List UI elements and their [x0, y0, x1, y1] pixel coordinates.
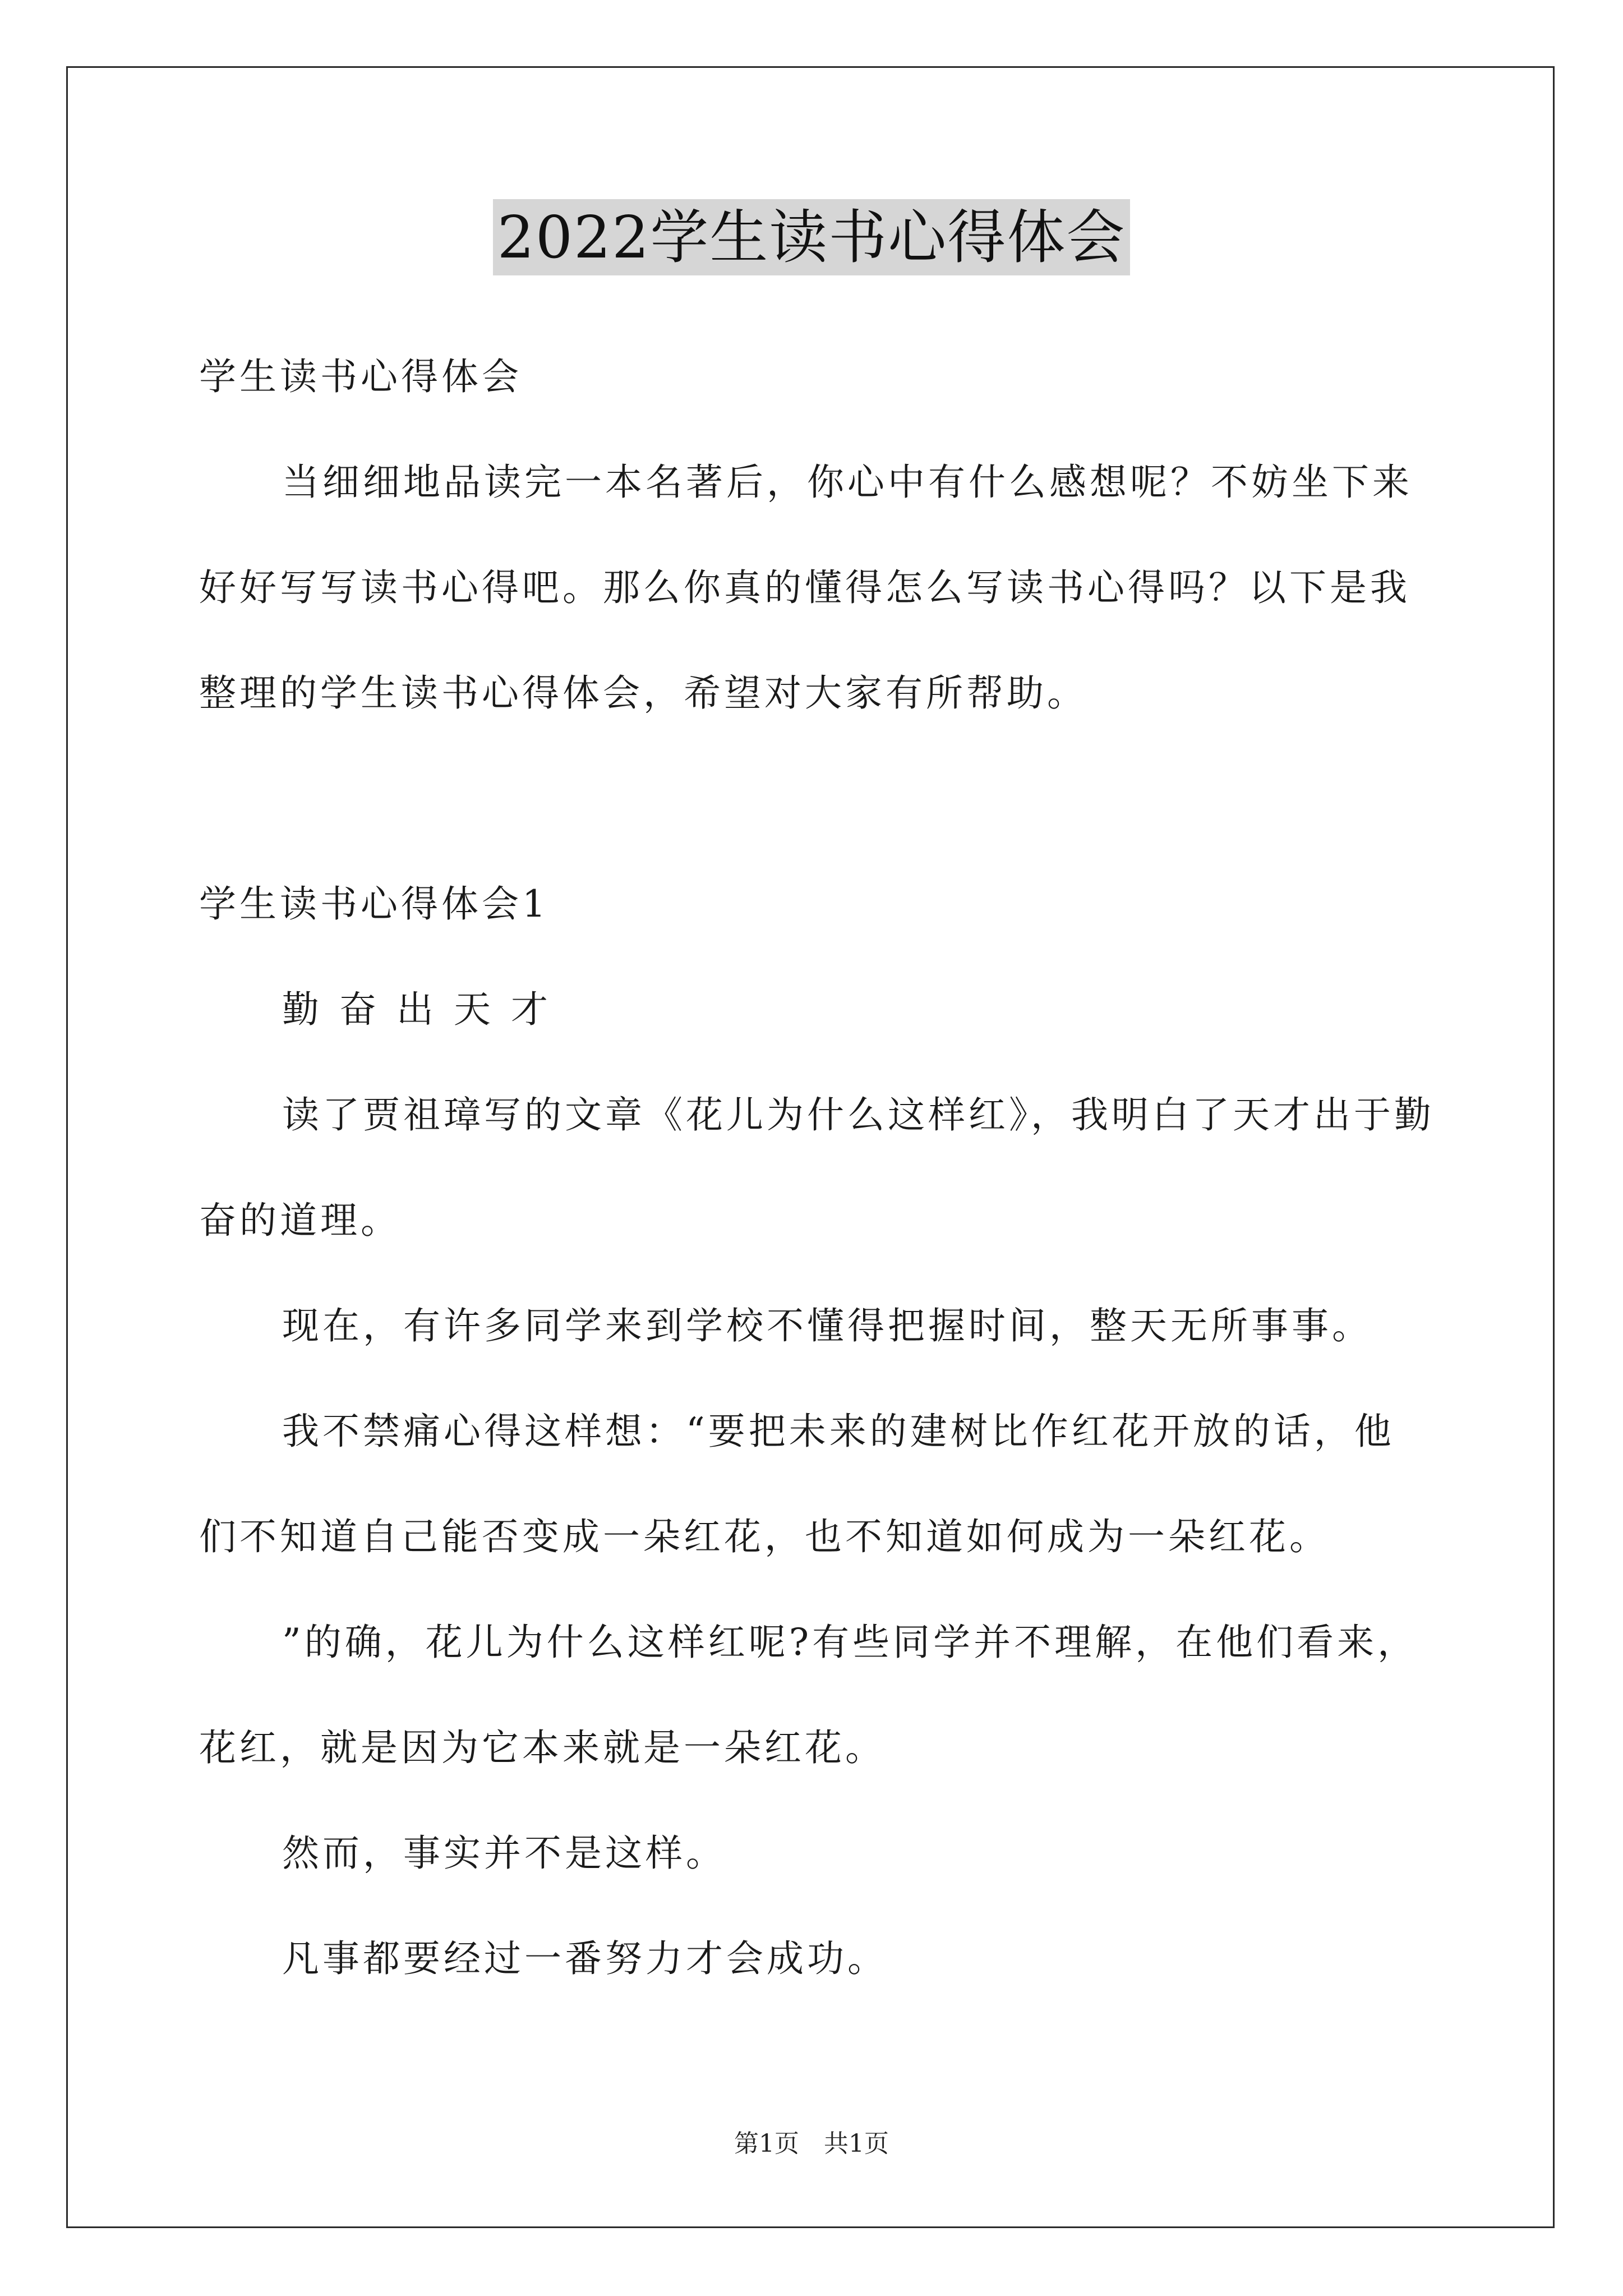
- body-line-9: 凡事都要经过一番努力才会成功。: [282, 1937, 888, 1980]
- essay-title: 勤奋出天才: [282, 988, 568, 1031]
- section-heading: 学生读书心得体会1: [199, 882, 549, 926]
- title-container: [0, 199, 1623, 275]
- body-line-1: 读了贾祖璋写的文章《花儿为什么这样红》，我明白了天才出于勤: [282, 1093, 1435, 1137]
- body-line-5: 们不知道自己能否变成一朵红花，也不知道如何成为一朵红花。: [199, 1515, 1330, 1558]
- body-line-8: 然而，事实并不是这样。: [282, 1832, 726, 1875]
- intro-line-1: 当细细地品读完一本名著后，你心中有什么感想呢？不妨坐下来: [282, 461, 1413, 504]
- page-number-total: 共1页: [824, 2129, 889, 2158]
- document-subtitle: 学生读书心得体会: [199, 355, 522, 398]
- intro-line-3: 整理的学生读书心得体会，希望对大家有所帮助。: [199, 671, 1087, 715]
- page-number-current: 第1页: [734, 2129, 799, 2158]
- body-line-3: 现在，有许多同学来到学校不懂得把握时间，整天无所事事。: [282, 1304, 1372, 1347]
- document-title: 2022学生读书心得体会: [493, 199, 1131, 275]
- body-line-4: 我不禁痛心得这样想：“要把未来的建树比作红花开放的话，他: [282, 1410, 1395, 1453]
- body-line-7: 花红，就是因为它本来就是一朵红花。: [199, 1726, 886, 1769]
- page-footer: [0, 2127, 1623, 2161]
- intro-line-2: 好好写写读书心得吧。那么你真的懂得怎么写读书心得吗？以下是我: [199, 566, 1410, 609]
- body-line-2: 奋的道理。: [199, 1199, 401, 1242]
- body-line-6: ”的确，花儿为什么这样红呢?有些同学并不理解，在他们看来，: [282, 1621, 1418, 1664]
